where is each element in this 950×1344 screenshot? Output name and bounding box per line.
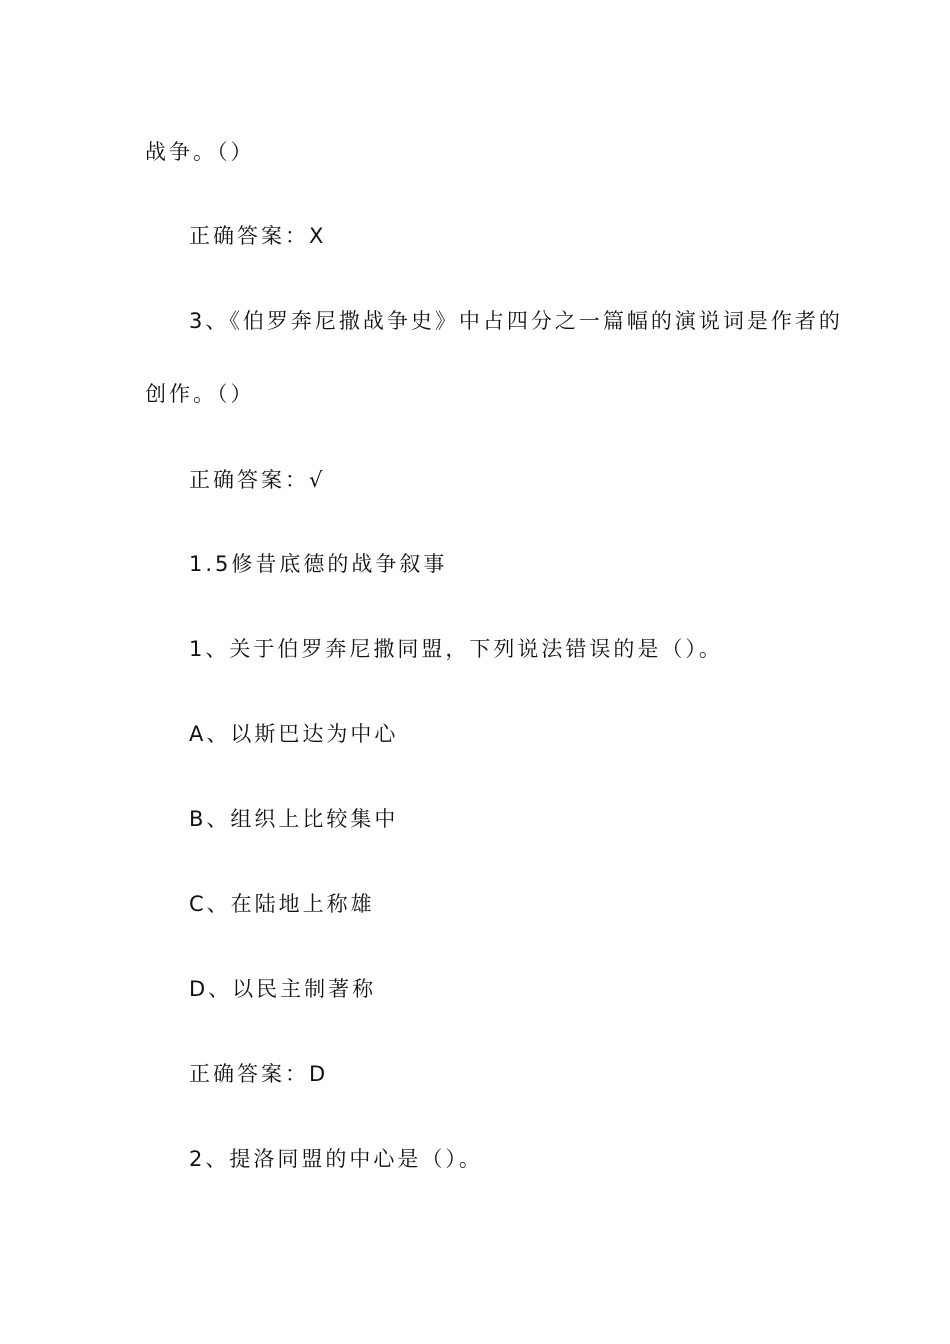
question-text: 3、《伯罗奔尼撒战争史》中占四分之一篇幅的演说词是作者的 bbox=[189, 309, 843, 333]
question-continuation: 创作。（） bbox=[145, 382, 255, 406]
answer-line: 正确答案：√ bbox=[189, 468, 326, 492]
question-continuation: 战争。（） bbox=[145, 140, 255, 164]
section-heading: 1.5修昔底德的战争叙事 bbox=[189, 552, 448, 576]
question-text: 2、提洛同盟的中心是（）。 bbox=[189, 1147, 483, 1171]
option-d: D、以民主制著称 bbox=[189, 977, 377, 1001]
answer-line: 正确答案：X bbox=[189, 224, 327, 248]
question-text: 1、关于伯罗奔尼撒同盟，下列说法错误的是（）。 bbox=[189, 637, 723, 661]
answer-line: 正确答案：D bbox=[189, 1062, 329, 1086]
option-c: C、在陆地上称雄 bbox=[189, 892, 375, 916]
option-a: A、以斯巴达为中心 bbox=[189, 722, 399, 746]
option-b: B、组织上比较集中 bbox=[189, 807, 399, 831]
